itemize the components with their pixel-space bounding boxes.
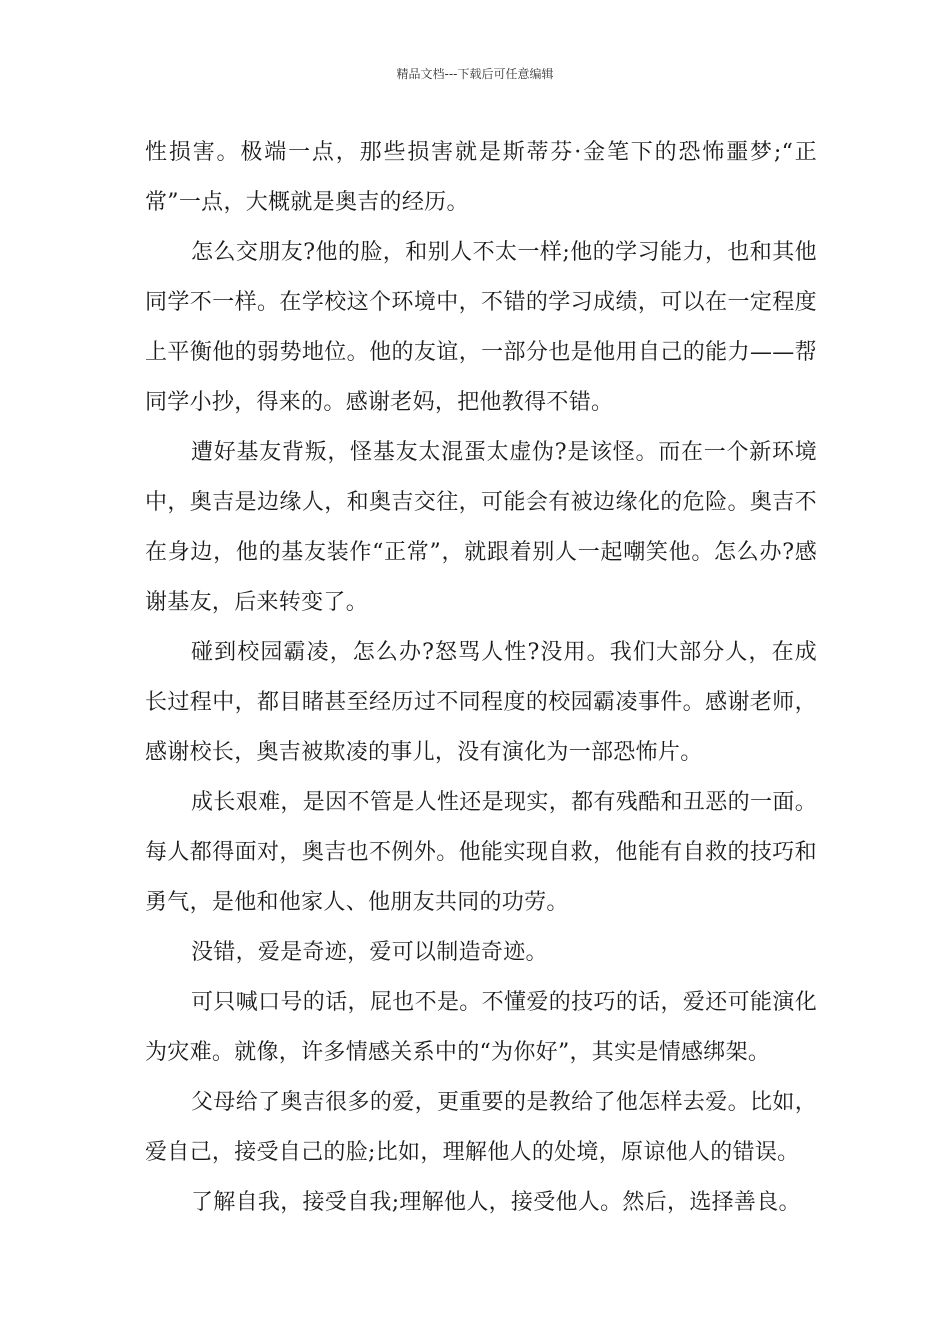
paragraph-6: 没错，爱是奇迹，爱可以制造奇迹。 [191,940,548,965]
paragraph-9: 了解自我，接受自我;理解他人，接受他人。然后，选择善良。 [191,1190,801,1215]
paragraph-4: 碰到校园霸凌，怎么办?怒骂人性?没用。我们大部分人，在成长过程中，都目睹甚至经历过不同程度的校园霸凌事件。感谢老师，感谢校长，奥吉被欺凌的事儿，没有演化为一部恐怖片。 [145,640,817,765]
paragraph-5: 成长艰难，是因不管是人性还是现实，都有残酷和丑恶的一面。每人都得面对，奥吉也不例外。他能实现自救，他能有自救的技巧和勇气，是他和他家人、他朋友共同的功劳。 [145,790,817,915]
paragraph-1: 性损害。极端一点，那些损害就是斯蒂芬·金笔下的恐怖噩梦;“正常”一点，大概就是奥吉的经历。 [145,140,817,215]
paragraph-8: 父母给了奥吉很多的爱，更重要的是教给了他怎样去爱。比如，爱自己，接受自己的脸;比如，理解他人的处境，原谅他人的错误。 [145,1090,817,1165]
paragraph-2: 怎么交朋友?他的脸，和别人不太一样;他的学习能力，也和其他同学不一样。在学校这个环境中，不错的学习成绩，可以在一定程度上平衡他的弱势地位。他的友谊，一部分也是他用自己的能力——帮同学小抄，得来的。感谢老妈，把他教得不错。 [145,240,817,415]
paragraph-3: 遭好基友背叛，怪基友太混蛋太虚伪?是该怪。而在一个新环境中，奥吉是边缘人，和奥吉交往，可能会有被边缘化的危险。奥吉不在身边，他的基友装作“正常”，就跟着别人一起嘲笑他。怎么办?感谢基友，后来转变了。 [145,440,817,615]
document-body [145,128,817,1228]
paragraph-7: 可只喊口号的话，屁也不是。不懂爱的技巧的话，爱还可能演化为灾难。就像，许多情感关系中的“为你好”，其实是情感绑架。 [145,990,817,1065]
page-header: 精品文档---下载后可任意编辑 [396,67,554,81]
